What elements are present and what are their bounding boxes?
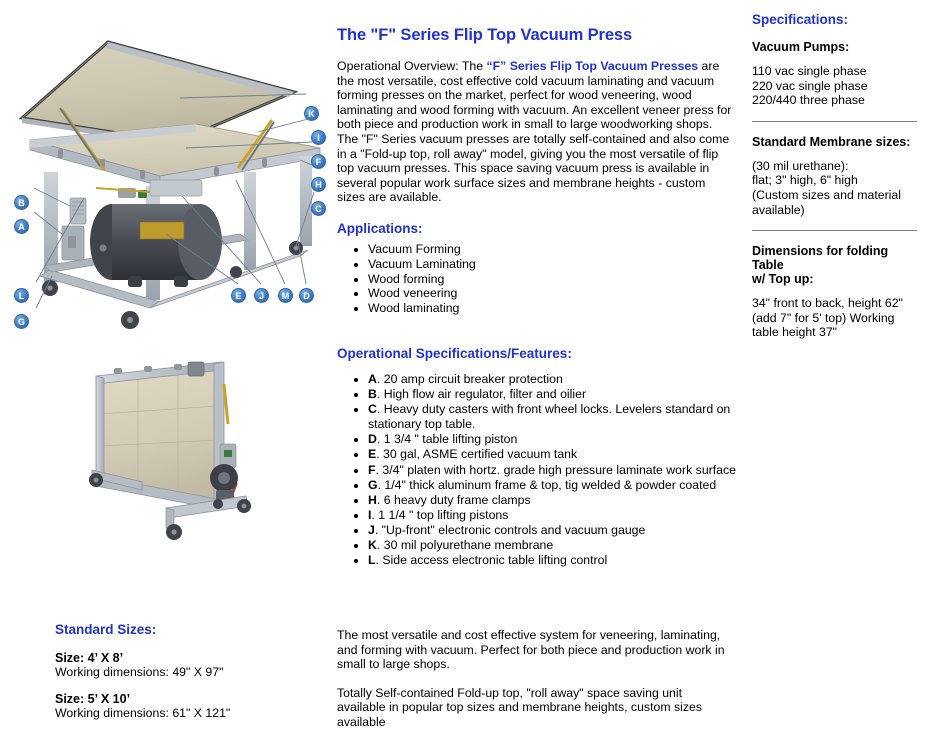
list-item: • Vacuum Laminating <box>368 257 733 272</box>
list-item: • Vacuum Forming <box>368 242 733 257</box>
dimensions-heading-line2: w/ Top up: <box>752 272 814 287</box>
feature-text: . Side access electronic table lifting control <box>375 553 608 568</box>
list-item: • Wood laminating <box>368 301 733 316</box>
closing-description <box>337 628 727 744</box>
page-title: The "F" Series Flip Top Vacuum Press <box>337 26 633 44</box>
list-item <box>368 447 757 462</box>
vacuum-pumps-list <box>752 64 920 108</box>
feature-text: . 1/4" thick aluminum frame & top, tig welded & powder coated <box>377 477 717 492</box>
dimensions-list <box>752 296 920 340</box>
callout-badge-c: C <box>311 201 326 216</box>
feature-key: C <box>368 402 377 417</box>
overview-product-name: “F” Series Flip Top Vacuum Presses <box>486 59 699 73</box>
list-item: (30 mil urethane): <box>752 158 849 173</box>
feature-key: D <box>368 432 377 447</box>
size-entry <box>55 651 325 680</box>
list-item <box>368 523 757 538</box>
callout-badge-g: G <box>14 314 29 329</box>
feature-key: K <box>368 538 377 553</box>
list-item <box>368 478 757 493</box>
feature-key: I <box>368 507 372 522</box>
feature-key: F <box>368 462 376 477</box>
applications-heading: Applications: <box>337 220 423 236</box>
list-item: flat; 3" high, 6" high <box>752 173 858 188</box>
list-item: 220 vac single phase <box>752 78 868 93</box>
feature-text: . 3/4" platen with hortz. grade high pressure laminate work surface <box>375 462 736 477</box>
callout-badge-a: A <box>14 219 29 234</box>
list-item: • Wood veneering <box>368 286 733 301</box>
list-item: • Wood forming <box>368 272 733 287</box>
feature-text: . 30 gal, ASME certified vacuum tank <box>376 447 578 462</box>
callout-badge-b-top: B <box>14 195 29 210</box>
membrane-sizes-list <box>752 159 920 217</box>
list-item: table height 37" <box>752 325 838 340</box>
feature-text: . 20 amp circuit breaker protection <box>376 372 563 386</box>
list-item <box>368 493 757 508</box>
feature-key: L <box>368 553 376 568</box>
closing-paragraph-2: Totally Self-contained Fold-up top, "roll away" space saving unit available in popular top sizes and membrane heights, custom sizes available <box>337 685 703 729</box>
size-label: Size: 5’ X 10’ <box>55 692 131 706</box>
features-heading: Operational Specifications/Features: <box>337 346 572 361</box>
feature-text: . "Up-front" electronic controls and vacuum gauge <box>374 522 646 537</box>
list-item <box>368 553 757 568</box>
vacuum-pumps-heading: Vacuum Pumps: <box>752 40 850 54</box>
list-item <box>368 402 757 432</box>
feature-text: . 6 heavy duty frame clamps <box>376 492 531 507</box>
specifications-sidebar <box>752 12 920 353</box>
feature-text: . 1 1/4 " top lifting pistons <box>371 507 509 522</box>
list-item: 34" front to back, height 62" <box>752 296 903 311</box>
feature-text: . High flow air regulator, filter and oilier <box>376 387 587 402</box>
feature-text: . Heavy duty casters with front wheel locks. Levelers standard on stationary top table. <box>368 402 731 432</box>
overview-rest: are the most versatile, cost effective cold vacuum laminating and vacuum forming presses on the market, perfect for wood veneering, wood laminating and wood forming with vacuum. An excellent veneer press for both piece and production work in small to large woodworking shops. The "F" Series vacuum presses are totally self-contained and also come in a "Fold-up top, roll away" model, giving you the most versatile of flip top vacuum presses. This space saving vacuum press is available in several popular work surface sizes and membrane heights - custom sizes are available. <box>337 59 732 205</box>
feature-key: G <box>368 477 378 492</box>
feature-key: H <box>368 492 377 507</box>
list-item <box>368 463 757 478</box>
callout-badge-e: E <box>231 288 246 303</box>
standard-sizes-heading: Standard Sizes: <box>55 622 157 637</box>
sidebar-divider-2 <box>752 230 917 231</box>
list-item <box>368 387 757 402</box>
size-entry <box>55 692 325 721</box>
features-list <box>337 372 757 568</box>
list-item: 220/440 three phase <box>752 93 865 108</box>
list-item: (Custom sizes and material <box>752 187 901 202</box>
feature-key: A <box>368 372 377 386</box>
dimensions-heading-line1: Dimensions for folding Table <box>752 244 889 273</box>
feature-text: . 30 mil polyurethane membrane <box>376 538 554 553</box>
callout-badge-j: J <box>254 288 269 303</box>
list-item: available) <box>752 202 805 217</box>
size-label: Size: 4’ X 8’ <box>55 651 124 665</box>
callout-badge-m: M <box>278 288 293 303</box>
feature-key: J <box>368 522 375 537</box>
main-content-column <box>337 26 733 316</box>
overview-prefix: Operational Overview: The <box>337 59 487 73</box>
callout-badge-f: F <box>311 154 326 169</box>
callout-badge-i: I <box>311 130 326 145</box>
feature-key: E <box>368 447 377 462</box>
dimensions-heading <box>752 244 920 286</box>
list-item <box>368 432 757 447</box>
callout-badge-d: D <box>299 288 314 303</box>
list-item <box>368 508 757 523</box>
list-item <box>368 372 757 387</box>
specifications-title: Specifications: <box>752 12 849 27</box>
feature-key: B <box>368 387 377 402</box>
standard-sizes-section <box>55 622 325 733</box>
list-item: 110 vac single phase <box>752 64 867 78</box>
features-section <box>337 346 757 568</box>
closing-paragraph-1: The most versatile and cost effective system for veneering, laminating, and forming with vacuum. Perfect for both piece and production work in small to large shops. <box>337 628 725 672</box>
callout-badge-h: H <box>311 177 326 192</box>
folded-press-photo <box>78 358 283 553</box>
overview-paragraph <box>337 59 733 205</box>
list-item <box>368 538 757 553</box>
callout-badge-k: K <box>304 106 319 121</box>
callout-badge-l: L <box>14 288 29 303</box>
list-item: (add 7" for 5' top) Working <box>752 310 895 325</box>
roll-away-press-illustration <box>78 358 283 553</box>
applications-list <box>337 242 733 316</box>
membrane-sizes-heading: Standard Membrane sizes: <box>752 134 911 149</box>
feature-text: . 1 3/4 " table lifting piston <box>376 432 518 447</box>
main-product-photo <box>0 20 340 340</box>
size-dimensions: Working dimensions: 49" X 97" <box>55 665 224 679</box>
size-dimensions: Working dimensions: 61" X 121" <box>55 706 231 720</box>
sidebar-divider-1 <box>752 121 917 122</box>
